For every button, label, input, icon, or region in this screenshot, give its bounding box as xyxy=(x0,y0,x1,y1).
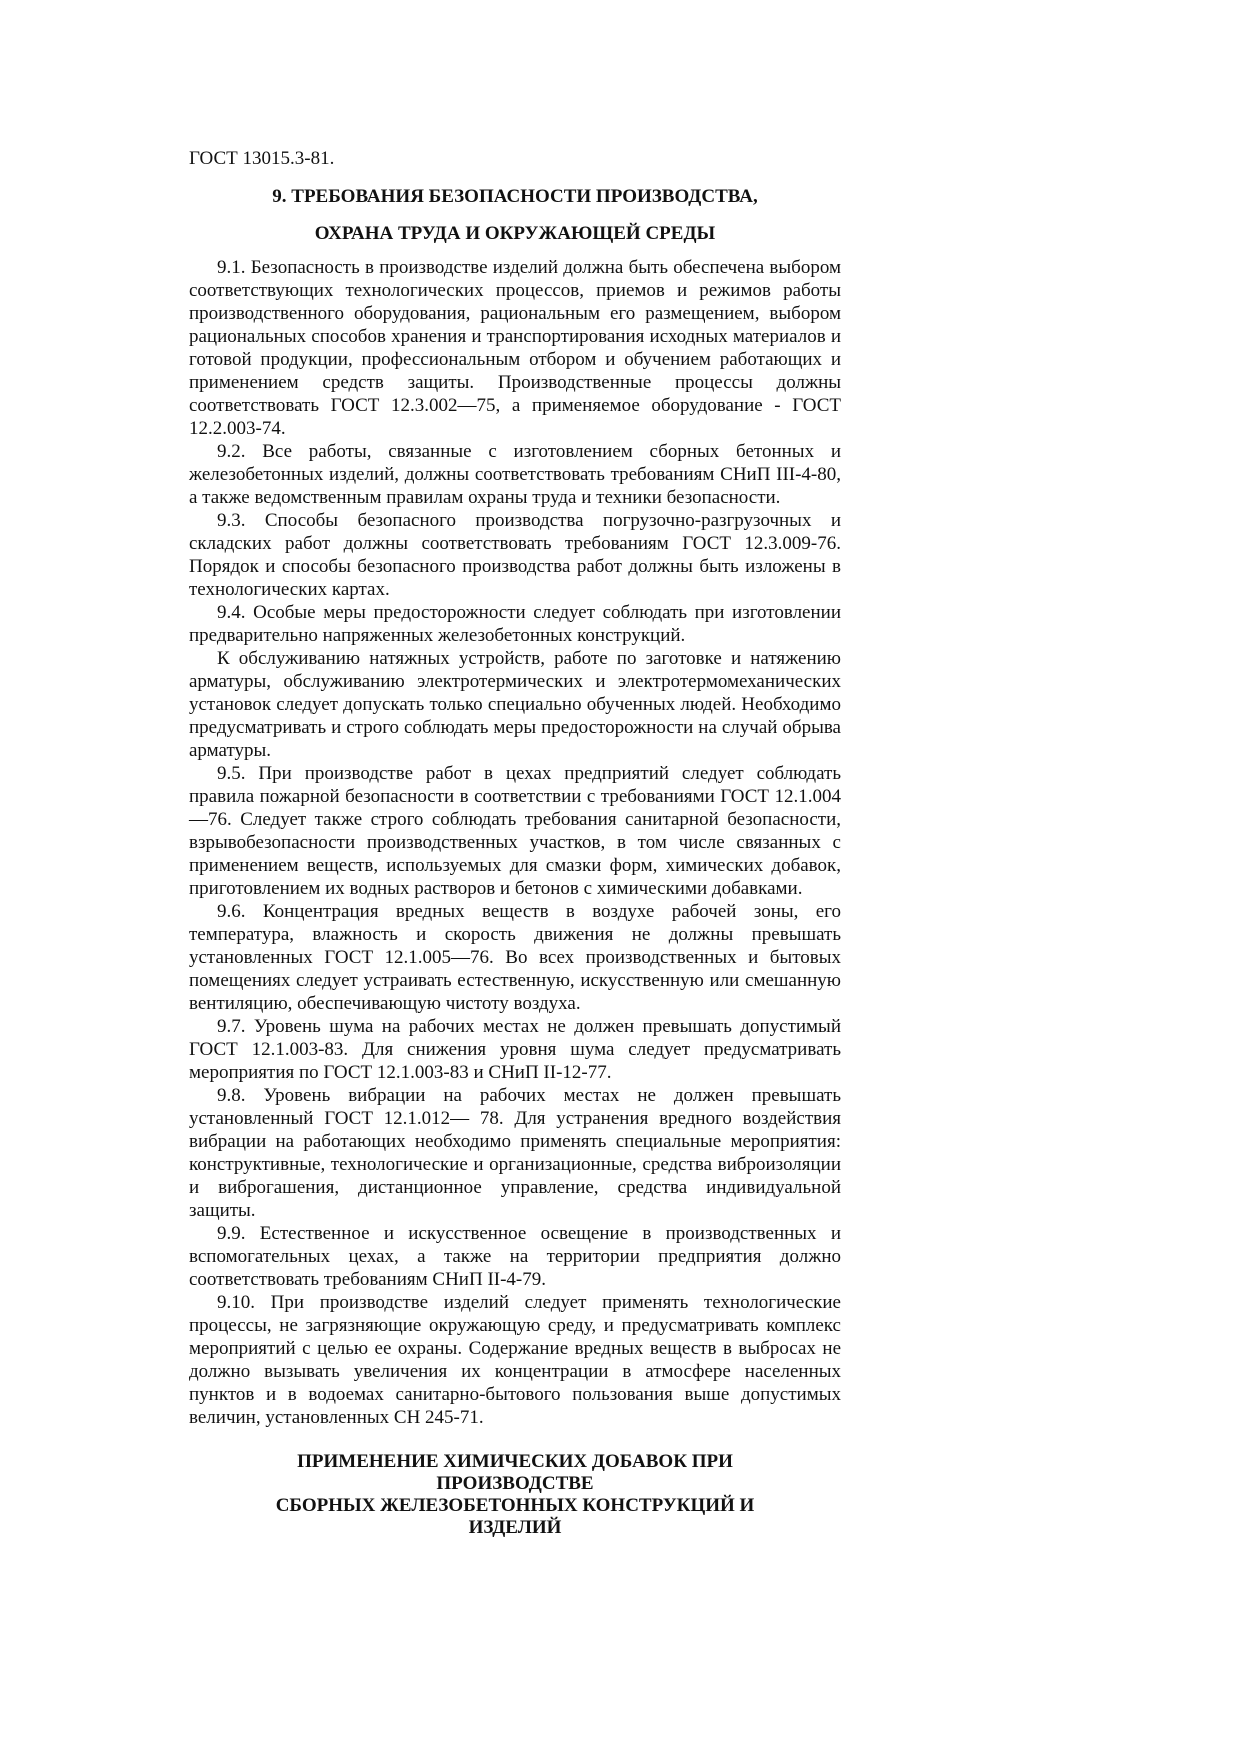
appendix-heading xyxy=(189,1451,841,1539)
paragraph-9-3: 9.3. Способы безопасного производства погрузочно-разгрузочных и складских работ должны соответствовать требованиям ГОСТ 12.3.009-76. Порядок и способы безопасного производства работ должны быть изложены в технологических картах. xyxy=(189,510,841,600)
paragraph-9-2: 9.2. Все работы, связанные с изготовлением сборных бетонных и железобетонных изделий, должны соответствовать требованиям СНиП III-4-80, а также ведомственным правилам охраны труда и техники безопасности. xyxy=(189,441,841,508)
paragraph-9-7: 9.7. Уровень шума на рабочих местах не должен превышать допустимый ГОСТ 12.1.003-83. Для снижения уровня шума следует предусматривать мероприятия по ГОСТ 12.1.003-83 и СНиП II-12-77. xyxy=(189,1016,841,1083)
paragraph-9-4-continued: К обслуживанию натяжных устройств, работе по заготовке и натяжению арматуры, обслуживанию электротермических и электротермомеханических установок следует допускать только специально обученных людей. Необходимо предусматривать и строго соблюдать меры предосторожности на случай обрыва арматуры. xyxy=(189,648,841,761)
paragraph-9-8: 9.8. Уровень вибрации на рабочих местах не должен превышать установленный ГОСТ 12.1.012— 78. Для устранения вредного воздействия вибрации на работающих необходимо применять специальные мероприятия: конструктивные, технологические и организационные, средства виброизоляции и виброгашения, дистанционное управление, средства индивидуальной защиты. xyxy=(189,1085,841,1221)
section-heading-line1: 9. ТРЕБОВАНИЯ БЕЗОПАСНОСТИ ПРОИЗВОДСТВА, xyxy=(272,186,758,207)
standard-reference: ГОСТ 13015.3-81. xyxy=(189,148,335,169)
paragraph-9-4: 9.4. Особые меры предосторожности следует соблюдать при изготовлении предварительно напряженных железобетонных конструкций. xyxy=(189,602,841,646)
paragraph-9-6: 9.6. Концентрация вредных веществ в воздухе рабочей зоны, его температура, влажность и скорость движения не должны превышать установленных ГОСТ 12.1.005—76. Во всех производственных и бытовых помещениях следует устраивать естественную, искусственную или смешанную вентиляцию, обеспечивающую чистоту воздуха. xyxy=(189,901,841,1014)
paragraph-9-10: 9.10. При производстве изделий следует применять технологические процессы, не загрязняющие окружающую среду, и предусматривать комплекс мероприятий с целью ее охраны. Содержание вредных веществ в выбросах не должно вызывать увеличения их концентрации в атмосфере населенных пунктов и в водоемах санитарно-бытового пользования выше допустимых величин, установленных СН 245-71. xyxy=(189,1292,841,1428)
section-heading-line2: ОХРАНА ТРУДА И ОКРУЖАЮЩЕЙ СРЕДЫ xyxy=(314,223,716,244)
paragraph-9-9: 9.9. Естественное и искусственное освещение в производственных и вспомогательных цехах, а также на территории предприятия должно соответствовать требованиям СНиП II-4-79. xyxy=(189,1223,841,1290)
section-body xyxy=(189,256,841,1429)
paragraph-9-1: 9.1. Безопасность в производстве изделий должна быть обеспечена выбором соответствующих технологических процессов, приемов и режимов работы производственного оборудования, рациональным его размещением, выбором рациональных способов хранения и транспортирования исходных материалов и готовой продукции, профессиональным отбором и обучением работающих и применением средств защиты. Производственные процессы должны соответствовать ГОСТ 12.3.002—75, а применяемое оборудование - ГОСТ 12.2.003-74. xyxy=(189,257,841,439)
appendix-heading-line1: ПРИМЕНЕНИЕ ХИМИЧЕСКИХ ДОБАВОК ПРИ ПРОИЗВОДСТВЕ xyxy=(297,1451,733,1494)
document-page xyxy=(189,148,841,1539)
paragraph-9-5: 9.5. При производстве работ в цехах предприятий следует соблюдать правила пожарной безопасности в соответствии с требованиями ГОСТ 12.1.004—76. Следует также строго соблюдать требования санитарной безопасности, взрывобезопасности производственных участков, в том числе связанных с применением веществ, используемых для смазки форм, химических добавок, приготовлением их водных растворов и бетонов с химическими добавками. xyxy=(189,763,841,899)
appendix-heading-line2: СБОРНЫХ ЖЕЛЕЗОБЕТОННЫХ КОНСТРУКЦИЙ И ИЗДЕЛИЙ xyxy=(275,1495,755,1538)
